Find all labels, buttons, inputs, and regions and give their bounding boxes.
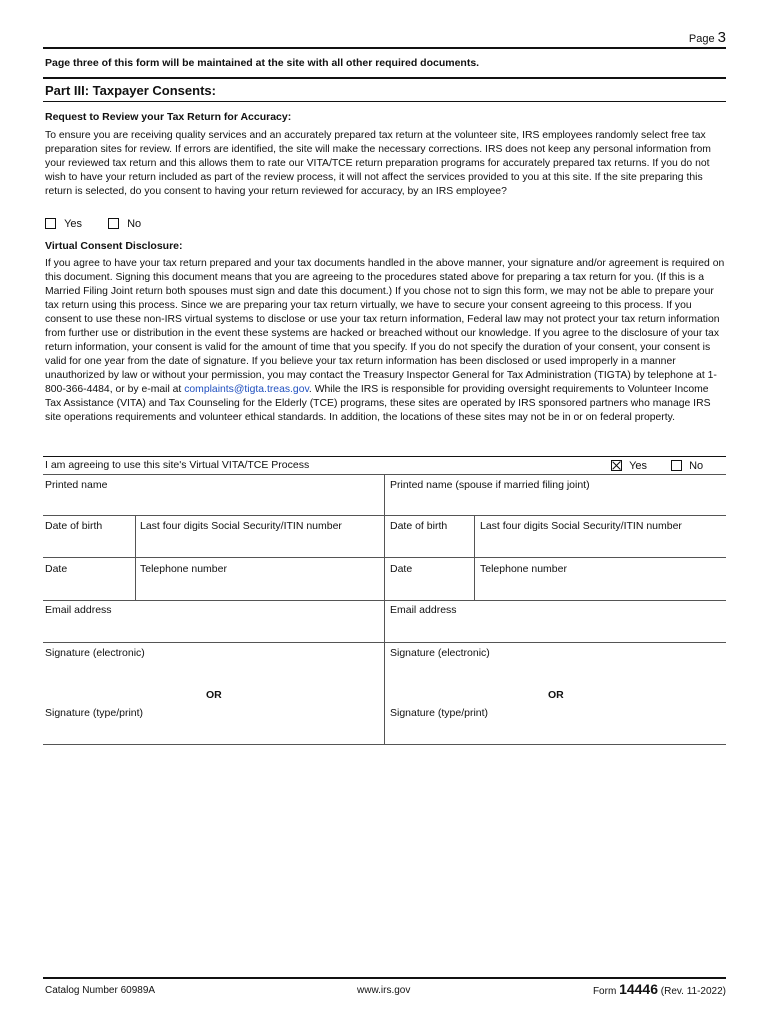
page-label: Page xyxy=(688,33,715,45)
virtual-heading: Virtual Consent Disclosure: xyxy=(45,240,183,252)
agree-no-label: No xyxy=(689,460,704,472)
form-word: Form xyxy=(592,986,617,997)
review-no-option[interactable] xyxy=(108,218,141,230)
spouse-email-field[interactable]: Email address xyxy=(390,604,457,616)
website: www.irs.gov xyxy=(357,985,411,996)
catalog-number: Catalog Number 60989A xyxy=(45,985,156,996)
spouse-date-field[interactable]: Date xyxy=(390,563,413,575)
spouse-date-of-birth-field[interactable]: Date of birth xyxy=(390,520,448,532)
review-yes-checkbox[interactable] xyxy=(45,218,56,229)
form-number: 14446 xyxy=(619,981,658,997)
agree-yes-option[interactable] xyxy=(611,460,647,472)
virtual-paragraph-pre: If you agree to have your tax return prepared and your tax documents handled in the above manner, your signature and/or agreement is required on this document. Signing this document means that you are agreeing to the procedures stated above for preparing a tax return for you. (If this is a Married Filing Joint return both spouses must sign and date this document.) If you chose not to sign this form, we may not be able to prepare your tax return using this process. Since we are preparing your tax return virtually, we have to secure your consent agreeing to this process. If you consent to use these non-IRS virtual systems to disclose or use your tax return information, Federal law may not protect your tax return information from further use or distribution in the event these systems are hacked or breached without our knowledge. If you agree to the disclosure of your tax return information, your consent is valid for the amount of time that you specify. If you do not specify the duration of your consent, your consent is valid for one year from the date of signature. If you believe your tax return information has been disclosed or used improperly in a manner unauthorized by law or without your permission, you may contact the Treasury Inspector General for Tax Administration (TIGTA) by telephone at 1-800-366-4484, or by e-mail at xyxy=(45,258,725,395)
part-title: Part III: Taxpayer Consents: xyxy=(45,83,216,98)
part-rule-bottom xyxy=(43,101,726,102)
footer-rule xyxy=(43,977,726,979)
date-field[interactable]: Date xyxy=(45,563,68,575)
telephone-field[interactable]: Telephone number xyxy=(140,563,227,575)
review-yes-option[interactable] xyxy=(45,218,82,230)
review-yes-label: Yes xyxy=(64,218,83,230)
page-number xyxy=(689,29,726,46)
spouse-last-four-ssn-field[interactable]: Last four digits Social Security/ITIN number xyxy=(480,520,682,532)
grid-center-divider xyxy=(384,474,385,744)
grid-line-6 xyxy=(43,744,726,745)
agree-no-checkbox[interactable] xyxy=(671,460,682,471)
agree-text: I am agreeing to use this site's Virtual VITA/TCE Process xyxy=(45,459,310,471)
page-number-value: 3 xyxy=(717,29,726,46)
part-rule-top xyxy=(43,77,726,79)
agree-yes-label: Yes xyxy=(629,460,648,472)
grid-divider-dob-spouse xyxy=(474,515,475,557)
spouse-signature-type-print-field[interactable]: Signature (type/print) xyxy=(390,707,489,719)
agree-no-option[interactable] xyxy=(671,460,703,472)
form-id xyxy=(593,981,726,997)
signature-electronic-field[interactable]: Signature (electronic) xyxy=(45,647,145,659)
review-no-label: No xyxy=(127,218,142,230)
form-revision: (Rev. 11-2022) xyxy=(660,986,726,997)
spouse-or-label: OR xyxy=(548,689,564,701)
printed-name-spouse-field[interactable]: Printed name (spouse if married filing joint) xyxy=(390,479,590,491)
email-field[interactable]: Email address xyxy=(45,604,112,616)
review-paragraph: To ensure you are receiving quality services and an accurately prepared tax return at the volunteer site, IRS employees randomly select free tax preparation sites for review. If errors are identified, the site will make the necessary corrections. IRS does not keep any personal information from your reviewed tax return and this allows them to rate our VITA/TCE return preparation programs for accurately prepared tax returns. If you do not wish to have your return included as part of the review process, it will not affect the services provided to you at this site. If the site preparing this return is selected, do you consent to having your return reviewed for accuracy, by an IRS employee? xyxy=(45,130,711,197)
grid-divider-date-spouse xyxy=(474,557,475,600)
grid-divider-dob xyxy=(135,515,136,557)
agree-rule-top xyxy=(43,456,726,457)
agree-yes-checkbox[interactable] xyxy=(611,460,622,471)
virtual-paragraph xyxy=(45,257,725,425)
date-of-birth-field[interactable]: Date of birth xyxy=(45,520,103,532)
tigta-email-link[interactable]: complaints@tigta.treas.gov xyxy=(184,384,309,395)
printed-name-field[interactable]: Printed name xyxy=(45,479,108,491)
spouse-telephone-field[interactable]: Telephone number xyxy=(480,563,567,575)
signature-type-print-field[interactable]: Signature (type/print) xyxy=(45,707,144,719)
review-heading: Request to Review your Tax Return for Accuracy: xyxy=(45,111,292,123)
grid-divider-date xyxy=(135,557,136,600)
top-rule xyxy=(43,47,726,49)
virtual-paragraph-post: . While the IRS is responsible for providing oversight requirements to Volunteer Income Tax Assistance (VITA) and Tax Counseling for the Elderly (TCE) programs, these sites are operated by IRS sponsored partners who manage IRS site operations requirements and volunteer ethical standards. In addition, the locations of these sites may not be in or on federal property. xyxy=(45,384,711,423)
last-four-ssn-field[interactable]: Last four digits Social Security/ITIN number xyxy=(140,520,342,532)
spouse-signature-electronic-field[interactable]: Signature (electronic) xyxy=(390,647,490,659)
or-label: OR xyxy=(206,689,222,701)
review-no-checkbox[interactable] xyxy=(108,218,119,229)
maintained-note: Page three of this form will be maintained at the site with all other required documents. xyxy=(45,57,480,69)
